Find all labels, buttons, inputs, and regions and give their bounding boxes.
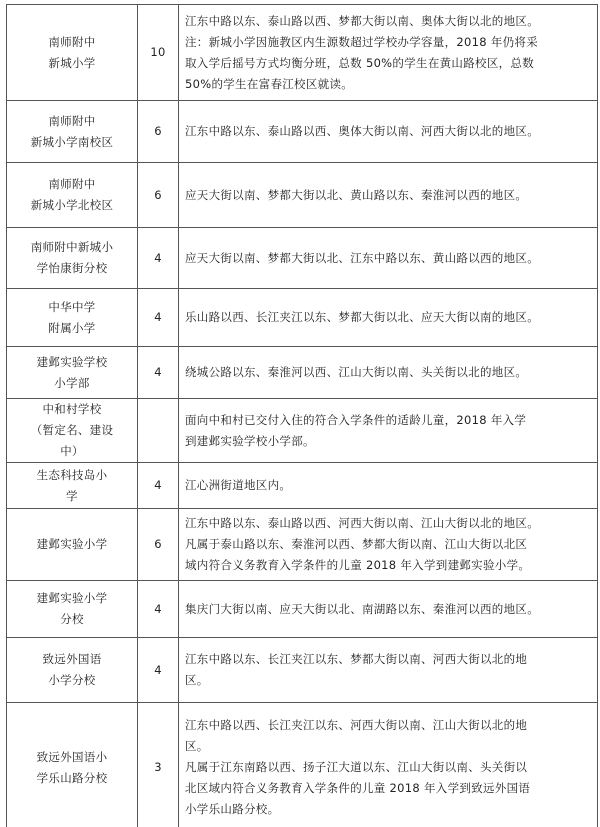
- school-name-line: 南师附中: [48, 177, 96, 191]
- catchment-area-cell: [179, 101, 598, 163]
- school-name-cell: [7, 399, 138, 463]
- school-name-cell: [7, 101, 138, 163]
- school-name-line: 建邺实验小学: [36, 591, 108, 605]
- table-row: [7, 463, 598, 509]
- school-name-cell: [7, 347, 138, 399]
- area-text-line: 江东中路以西、长江夹江以东、河西大街以南、江山大街以北的地: [185, 718, 528, 732]
- catchment-area-cell: [179, 5, 598, 101]
- area-text-line: 凡属于江东南路以西、扬子江大道以东、江山大街以南、头关街以: [185, 760, 528, 774]
- area-text-line: 江东中路以东、泰山路以西、河西大街以南、江山大街以北的地区。: [185, 516, 539, 530]
- class-count-cell: 10: [138, 5, 179, 101]
- school-name-cell: [7, 638, 138, 703]
- area-text-line: 应天大街以南、梦都大街以北、江东中路以东、黄山路以西的地区。: [185, 250, 539, 265]
- table-row: [7, 101, 598, 163]
- catchment-area-cell: [179, 581, 598, 638]
- area-text-line: 区。: [185, 673, 209, 687]
- class-count-cell: 4: [138, 228, 179, 289]
- school-name-line: 建邺实验小学: [36, 537, 108, 551]
- school-name-cell: [7, 703, 138, 827]
- area-text-line: 区。: [185, 739, 209, 753]
- class-count-cell: [138, 399, 179, 463]
- class-count-cell: 3: [138, 703, 179, 827]
- area-text-line: 集庆门大街以南、应天大街以北、南湖路以东、秦淮河以西的地区。: [185, 601, 539, 616]
- school-name-cell: [7, 163, 138, 228]
- area-text-line: 50%的学生在富春江校区就读。: [185, 76, 354, 91]
- school-name-line: 学乐山路分校: [36, 770, 108, 785]
- school-name-line: 小学分校: [48, 673, 96, 687]
- class-count-cell: 6: [138, 163, 179, 228]
- table-row: [7, 581, 598, 638]
- class-count-cell: 6: [138, 509, 179, 581]
- area-text-line: 注：新城小学因施教区内生源数超过学校办学容量，2018 年仍将采: [185, 34, 539, 49]
- catchment-area-cell: [179, 289, 598, 347]
- school-name-cell: [7, 5, 138, 101]
- class-count-cell: 4: [138, 347, 179, 399]
- school-name-line: 致远外国语小: [36, 749, 108, 764]
- catchment-area-cell: [179, 399, 598, 463]
- school-name-cell: [7, 509, 138, 581]
- zone-table-body: [7, 5, 598, 827]
- area-text-line: 到建邺实验学校小学部。: [185, 433, 315, 448]
- school-zone-table: [6, 4, 598, 827]
- area-text-line: 域内符合义务教育入学条件的儿童 2018 年入学到建邺实验小学。: [185, 558, 531, 572]
- area-text-line: 取入学后摇号方式均衡分班，总数 50%的学生在黄山路校区，总数: [185, 55, 535, 70]
- school-name-line: 新城小学北校区: [30, 198, 114, 212]
- class-count-cell: 4: [138, 581, 179, 638]
- school-name-line: 附属小学: [48, 320, 96, 335]
- school-name-line: 南师附中: [48, 113, 96, 128]
- school-name-line: 小学部: [54, 375, 90, 390]
- area-text-line: 绕城公路以东、秦淮河以西、江山大街以南、头关街以北的地区。: [185, 365, 528, 379]
- table-row: [7, 347, 598, 399]
- table-row: [7, 289, 598, 347]
- area-text-line: 凡属于泰山路以东、秦淮河以西、梦都大街以南、江山大街以北区: [185, 537, 528, 551]
- table-row: [7, 703, 598, 827]
- school-name-cell: [7, 289, 138, 347]
- school-name-line: 建邺实验学校: [36, 354, 108, 369]
- area-text-line: 应天大街以南、梦都大街以北、黄山路以东、秦淮河以西的地区。: [185, 187, 528, 202]
- area-text-line: 乐山路以西、长江夹江以东、梦都大街以北、应天大街以南的地区。: [185, 310, 539, 324]
- area-text-line: 面向中和村已交付入住的符合入学条件的适龄儿童，2018 年入学: [185, 412, 527, 427]
- catchment-area-cell: [179, 638, 598, 703]
- area-text-line: 小学乐山路分校。: [185, 802, 280, 816]
- class-count-cell: 4: [138, 289, 179, 347]
- school-name-line: 学: [66, 488, 78, 503]
- catchment-area-cell: [179, 163, 598, 228]
- table-row: [7, 5, 598, 101]
- school-name-line: 中华中学: [48, 299, 96, 314]
- school-name-line: 新城小学南校区: [30, 134, 114, 149]
- school-name-cell: [7, 581, 138, 638]
- table-row: [7, 638, 598, 703]
- area-text-line: 江东中路以东、泰山路以西、奥体大街以南、河西大街以北的地区。: [185, 124, 539, 138]
- class-count-cell: 4: [138, 638, 179, 703]
- catchment-area-cell: [179, 463, 598, 509]
- table-row: [7, 163, 598, 228]
- table-row: [7, 228, 598, 289]
- school-name-line: 分校: [60, 612, 84, 626]
- school-name-line: 南师附中: [48, 34, 96, 49]
- table-row: [7, 509, 598, 581]
- catchment-area-cell: [179, 228, 598, 289]
- catchment-area-cell: [179, 347, 598, 399]
- school-name-line: （暂定名、建设: [30, 423, 114, 437]
- school-name-line: 中）: [60, 444, 84, 458]
- catchment-area-cell: [179, 703, 598, 827]
- area-text-line: 江东中路以东、泰山路以西、梦都大街以南、奥体大街以北的地区。: [185, 13, 539, 28]
- table-row: [7, 399, 598, 463]
- school-name-cell: [7, 228, 138, 289]
- area-text-line: 江心洲街道地区内。: [185, 478, 292, 492]
- school-name-cell: [7, 463, 138, 509]
- area-text-line: 北区域内符合义务教育入学条件的儿童 2018 年入学到致远外国语: [185, 781, 531, 795]
- school-name-line: 中和村学校: [42, 402, 102, 416]
- class-count-cell: 6: [138, 101, 179, 163]
- school-name-line: 新城小学: [48, 55, 96, 70]
- school-name-line: 生态科技岛小: [36, 467, 108, 482]
- school-name-line: 学怡康街分校: [36, 261, 108, 275]
- school-name-line: 致远外国语: [42, 652, 102, 666]
- area-text-line: 江东中路以东、长江夹江以东、梦都大街以南、河西大街以北的地: [185, 652, 528, 666]
- class-count-cell: 4: [138, 463, 179, 509]
- school-name-line: 南师附中新城小: [30, 240, 114, 254]
- catchment-area-cell: [179, 509, 598, 581]
